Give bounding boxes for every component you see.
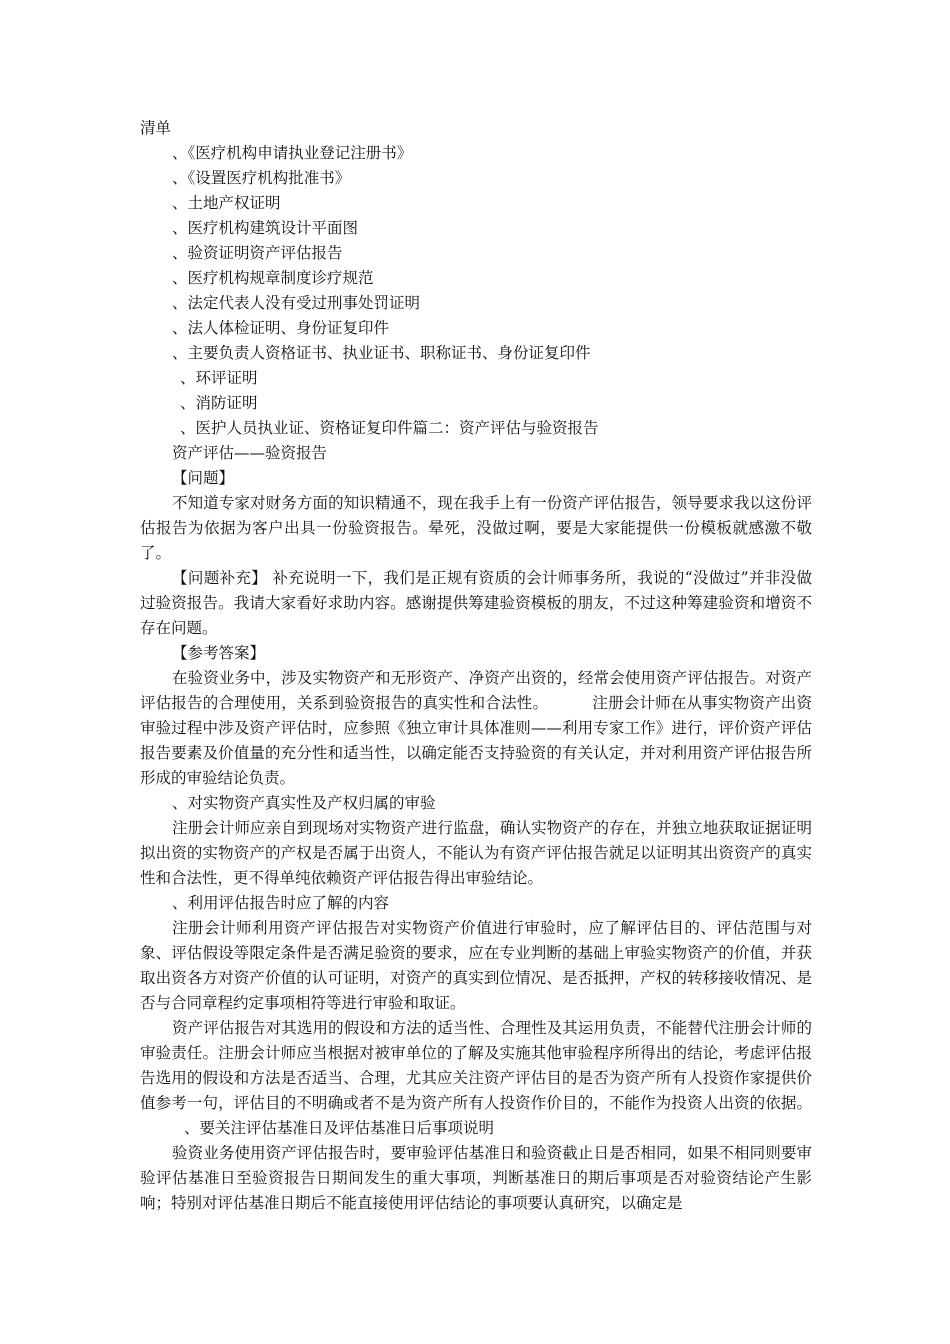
answer-text-part2: 注册会计师在从事实物资产出资审验过程中涉及资产评估时，应参照《独立审计具体准则——利用专家工作》进行，评价资产评估报告要素及价值量的充分性和适当性，以确定能否支持验资的有关认定，并对利用资产评估报告所形成的审验结论负责。 (140, 694, 812, 787)
section-paragraph (140, 1016, 812, 1141)
section-heading: 、要关注评估基准日及评估基准日后事项说明 (184, 1119, 495, 1137)
list-item: 、土地产权证明 (172, 194, 281, 212)
list-item: 、医疗机构建筑设计平面图 (172, 219, 359, 237)
answer-text-part1: 在验资业务中，涉及实物资产和无形资产、净资产出资的，经常会使用资产评估报告。对资产评估报告的合理使用，关系到验资报告的真实性和合法性。 (140, 669, 812, 712)
list-item: 、法定代表人没有受过刑事处罚证明 (172, 294, 421, 312)
page-heading: 清单 (140, 119, 172, 137)
list-item: 、法人体检证明、身份证复印件 (172, 319, 390, 337)
list-item: 、环评证明 (180, 369, 258, 387)
question-text: 不知道专家对财务方面的知识精通不，现在我手上有一份资产评估报告，领导要求我以这份评估报告为依据为客户出具一份验资报告。晕死，没做过啊，要是大家能提供一份模板就感激不敬了。 (140, 494, 812, 562)
section-text: 资产评估报告对其选用的假设和方法的适当性、合理性及其运用负责，不能替代注册会计师的审验责任。注册会计师应当根据对被审单位的了解及实施其他审验程序所得出的结论，考虑评估报告选用的假设和方法是否适当、合理，尤其应关注资产评估目的是否为资产所有人投资作家提供价值参考一句，评估目的不明确或者不是为资产所有人投资作价目的，不能作为投资人出资的依据。 (140, 1019, 812, 1112)
section-text: 注册会计师应亲自到现场对实物资产进行监盘，确认实物资产的存在，并独立地获取证据证明拟出资的实物资产的产权是否属于出资人，不能认为有资产评估报告就足以证明其出资资产的真实性和合法性，更不得单纯依赖资产评估报告得出审验结论。 (140, 819, 812, 887)
section-heading: 、对实物资产真实性及产权归属的审验 (172, 794, 436, 812)
section-text: 验资业务使用资产评估报告时，要审验评估基准日和验资截止日是否相同，如果不相同则要审验评估基准日至验资报告日期间发生的重大事项，判断基准日的期后事项是否对验资结论产生影响；特别对评估基准日期后不能直接使用评估结论的事项要认真研究，以确定是 (140, 1144, 812, 1212)
answer-paragraph (140, 666, 812, 791)
list-item: 、《医疗机构申请执业登记注册书》 (172, 144, 413, 162)
answer-label: 【参考答案】 (172, 644, 266, 662)
list-item: 、《设置医疗机构批准书》 (172, 169, 351, 187)
question-label: 【问题】 (172, 469, 235, 487)
article-title: 资产评估——验资报告 (172, 444, 328, 462)
supplement-text: 补充说明一下，我们是正规有资质的会计师事务所，我说的“没做过”并非没做过验资报告。我请大家看好求助内容。感谢提供筹建验资模板的朋友，不过这种筹建验资和增资不存在问题。 (140, 569, 812, 637)
list-item: 、消防证明 (180, 394, 258, 412)
supplement-label: 【问题补充】 (172, 569, 268, 587)
supplement-paragraph (140, 566, 812, 641)
list-item: 、验资证明资产评估报告 (172, 244, 343, 262)
section-text: 注册会计师利用资产评估报告对实物资产价值进行审验时，应了解评估目的、评估范围与对象、评估假设等限定条件是否满足验资的要求，应在专业判断的基础上审验实物资产的价值，并获取出资各方对资产价值的认可证明，对资产的真实到位情况、是否抵押，产权的转移接收情况、是否与合同章程约定事项相符等进行审验和取证。 (140, 919, 812, 1012)
list-item: 、医护人员执业证、资格证复印件篇二：资产评估与验资报告 (180, 419, 599, 437)
list-item: 、医疗机构规章制度诊疗规范 (172, 269, 374, 287)
section-heading: 、利用评估报告时应了解的内容 (172, 894, 390, 912)
list-item: 、主要负责人资格证书、执业证书、职称证书、身份证复印件 (172, 344, 591, 362)
